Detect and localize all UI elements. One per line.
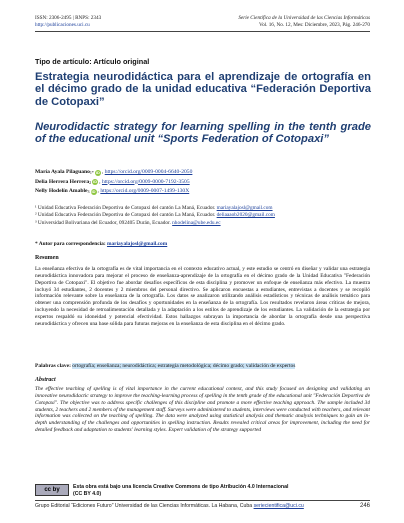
header-left (35, 15, 101, 29)
correspondence-label: * Autor para correspondencia: (35, 241, 106, 247)
author-name: María Ayala Pilaguano (35, 169, 90, 175)
author-sup: 2 (89, 179, 92, 185)
footer-divider (35, 500, 370, 501)
orcid-icon[interactable]: iD (91, 188, 96, 194)
author-name: Nelly Hodelín Amable (35, 188, 88, 194)
cc-by-license-icon[interactable] (35, 484, 69, 496)
resumen-heading: Resumen (35, 255, 59, 261)
cc-badge-label: cc by (44, 487, 60, 493)
affiliation-email[interactable]: nhodelina@ube.edu.ec (172, 219, 221, 226)
volume-info: Vol. 16, No. 12, Mes: Diciembre, 2023, Pág. 246-270 (259, 22, 370, 28)
affiliation-text: ³ Universidad Bolivariana del Ecuador, 092405 Durán, Ecuador. (35, 219, 171, 226)
title-english: Neurodidactic strategy for learning spelling in the tenth grade of the educational unit “Sports Federation of Cotopaxi” (35, 121, 371, 146)
orcid-icon[interactable]: iD (93, 179, 98, 185)
author-sup: 1* (89, 170, 94, 175)
correspondence-email[interactable]: mariayalajosl@gmail.com (106, 241, 168, 247)
keywords-label: Palabras clave: (35, 363, 71, 369)
resumen-text: La enseñanza efectiva de la ortografía es de vital importancia en el contexto educativo actual, y este estudio se centró en diseñar y validar una estrategia neurodidáctica innovadora para mejorar el proceso de enseñanza-aprendizaje de la ortografía en el décimo grado de la Unidad Educativa "Federación Deportiva de Cotopaxi". El objetivo fue abordar desafíos específicos de esta disciplina y promover un enfoque de enseñanza más efectivo. La muestra incluyó 34 estudiantes, 2 docentes y 2 miembros del personal directivo. Se aplicaron encuestas a estudiantes, entrevistas a docentes y se recopiló información relevante sobre la enseñanza de la ortografía. Los datos se analizaron utilizando análisis estadísticos y técnicas de análisis temático para obtener una comprensión profunda de los desafíos y oportunidades en la enseñanza de la ortografía. Los resultados revelaron áreas críticas de mejora, incluyendo la necesidad de retroalimentación detallada y la adaptación a los estilos de aprendizaje de los estudiantes. La validación de la estrategia por expertos respaldó su idoneidad y potencial efectividad. Estos hallazgos subrayan la importancia de abordar la ortografía desde una perspectiva neurodidáctica y ofrecen una base sólida para futuras mejoras en la enseñanza de esta disciplina en el décimo grado. (35, 266, 370, 327)
affiliation-text: ² Unidad Educativa Federación Deportiva de Cotopaxi del cantón La Maná, Ecuador. (35, 212, 216, 219)
footer (35, 503, 304, 509)
header-divider (35, 31, 370, 32)
orcid-link[interactable]: https://orcid.org/0009-0004-6640-2050 (104, 169, 193, 175)
abstract-text: The effective teaching of spelling is of vital importance in the current educational context, and this study focused on designing and validating an innovative neurodidactic strategy to improve the teaching-learning process of spelling in the tenth grade of the educational unit "Federación Deportiva de Cotopaxi". The objective was to address specific challenges of this discipline and promote a more effective teaching approach. The sample included 34 students, 2 teachers and 2 members of the management staff. Surveys were administered to students, interviews were conducted with teachers, and relevant information was collected on the teaching of spelling. The data were analyzed using statistical analysis and thematic analysis techniques to gain an in-depth understanding of the challenges and opportunities in spelling instruction. Results revealed critical areas for improvement, including the need for detailed feedback and adaptation to students' learning styles. Expert validation of the strategy supported (35, 386, 370, 434)
license-line-2: (CC BY 4.0) (73, 490, 102, 497)
affiliation-1 (35, 205, 275, 212)
affiliations (35, 205, 275, 227)
orcid-link[interactable]: https://orcid.org/0009-0000-7192-3505 (101, 178, 190, 185)
author-sup: 3 (87, 189, 90, 194)
author-2: Delia Herrera Herrera 2 iD , https://orcid.org/0009-0000-7192-3505 (35, 178, 192, 188)
author-1: María Ayala Pilaguano 1* iD , https://orcid.org/0009-0004-6640-2050 (35, 168, 192, 178)
issn: ISSN: 2306-2495 | RNPS: 2343 (35, 15, 102, 21)
journal-name: Serie Científica de la Universidad de las Ciencias Informáticas (238, 15, 370, 21)
author-name: Delia Herrera Herrera (35, 178, 90, 185)
affiliation-email[interactable]: mariayalajosl@gmail.com (216, 205, 273, 211)
correspondence (35, 241, 167, 247)
affiliation-3 (35, 220, 275, 227)
header-right (238, 15, 370, 29)
license-text (73, 484, 288, 497)
orcid-link[interactable]: https://orcid.org/0009-0007-1499-130X (100, 188, 190, 194)
author-3: Nelly Hodelín Amable 3 iD , https://orcid.org/0009-0007-1499-130X (35, 187, 192, 197)
affiliation-2 (35, 212, 275, 219)
title-spanish: Estrategia neurodidáctica para el aprendizaje de ortografía en el décimo grado de la unidad educativa “Federación Deportiva de Cotopaxi” (35, 71, 371, 108)
keywords-list: ortografía; enseñanza; neurodidáctica; estrategia metodológica; décimo grado; validación de expertos (72, 363, 296, 369)
journal-url-link[interactable]: http://publicaciones.uci.cu (35, 22, 90, 28)
author-list (35, 168, 192, 197)
footer-text: Grupo Editorial “Ediciones Futuro” Universidad de las Ciencias Informáticas. La Habana, Cuba (35, 503, 253, 509)
footer-email[interactable]: seriecientifica@uci.cu (253, 503, 304, 509)
page-number: 246 (359, 503, 370, 509)
keywords (35, 363, 370, 370)
affiliation-text: ¹ Unidad Educativa Federación Deportiva de Cotopaxi del cantón La Maná, Ecuador. (35, 205, 216, 211)
abstract-heading: Abstract (35, 377, 56, 383)
license-line-1: Esta obra está bajo una licencia Creative Commons de tipo Atribución 4.0 Internacional (73, 484, 289, 490)
orcid-icon[interactable]: iD (95, 169, 100, 175)
affiliation-email[interactable]: deliaaaob2020@gmail.com (216, 212, 275, 219)
article-type: Tipo de artículo: Artículo original (35, 57, 150, 66)
